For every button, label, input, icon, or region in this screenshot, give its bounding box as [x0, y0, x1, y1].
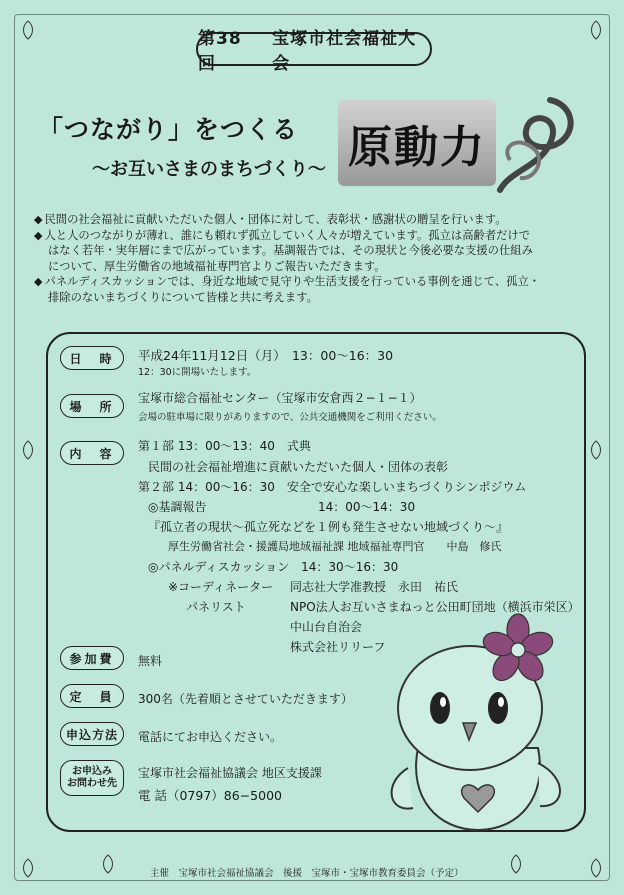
intro-text [34, 212, 594, 306]
footer-organizers: 主催 宝塚市社会福祉協議会 後援 宝塚市・宝塚市教育委員会（予定） [150, 868, 464, 879]
subtitle: ～お互いさまのまちづくり～ [92, 159, 326, 180]
capacity-label: 定 員 [60, 684, 124, 708]
intro-paragraph: ◆ パネルディスカッションでは、身近な地域で見守りや生活支援を行っている事例を通じて、孤立・ 排除のないまちづくりについて皆様と共に考えます。 [34, 275, 541, 304]
leaf-icon [508, 854, 524, 874]
fee-value: 無料 [138, 654, 163, 668]
event-header [196, 29, 432, 74]
program-line: ◎基調報告 [148, 500, 207, 514]
apply-label: 申込方法 [60, 722, 124, 746]
leaf-icon [588, 20, 604, 40]
program-line: ※コーディネーター [168, 580, 274, 594]
program-line: パネリスト [186, 600, 246, 614]
big-title: 原動力 [338, 100, 496, 186]
intro-paragraph: ◆ 民間の社会福祉に貢献いただいた個人・団体に対して、表彰状・感謝状の贈呈を行います。 [34, 213, 507, 226]
program-line: 株式会社リリーフ [290, 640, 386, 654]
content-label: 内 容 [60, 441, 124, 465]
contact-phone: 電 話（0797）86−5000 [138, 788, 282, 803]
event-name: 宝塚市社会福祉大会 [272, 29, 417, 74]
ribbon-icon [480, 90, 585, 200]
program-line: 『孤立者の現状～孤立死などを１例も発生させない地域づくり～』 [148, 520, 509, 534]
place-label: 場 所 [60, 394, 124, 418]
leaf-icon [100, 854, 116, 874]
intro-paragraph: ◆ 人と人のつながりが薄れ、誰にも頼れず孤立していく人々が増えています。孤立は高齢者だけで はなく若年・実年層にまで広がっています。基調報告では、その現状と今後必要な支援の仕組み について、厚生労働省の地域福祉専門官よりご報告いただきます。 [34, 228, 533, 273]
program-line: 14：00～14：30 [318, 500, 416, 514]
edition-number: 第38回 [198, 29, 242, 74]
program-line: 第２部 14：00～16：30 安全で安心な楽しいまちづくりシンポジウム [138, 480, 527, 494]
date-label: 日 時 [60, 346, 124, 370]
program-line: 同志社大学准教授 永田 祐氏 [290, 580, 459, 594]
contact-label: お申込み お問わせ先 [60, 760, 124, 796]
program-line: 第１部 13：00～13：40 式典 [138, 439, 311, 453]
mascot-illustration [378, 608, 578, 834]
leaf-icon [20, 858, 36, 878]
program-line: 中山台自治会 [290, 620, 363, 634]
capacity-value: 300名（先着順とさせていただきます） [138, 692, 353, 706]
leaf-icon [20, 440, 36, 460]
program-line: 厚生労働省社会・援護局地域福祉課 地域福祉専門官 中島 修氏 [168, 540, 502, 553]
program-line: NPO法人お互いさまねっと公田町団地（横浜市栄区） [290, 600, 580, 614]
main-title: 「つながり」をつくる [38, 115, 299, 144]
date-note: 12：30に開場いたします。 [138, 367, 257, 378]
leaf-icon [20, 20, 36, 40]
leaf-icon [588, 440, 604, 460]
event-date: 平成24年11月12日（月） 13：00～16：30 [138, 348, 394, 363]
leaf-icon [588, 858, 604, 878]
program-line: 民間の社会福祉増進に貢献いただいた個人・団体の表彰 [148, 460, 449, 474]
contact-org: 宝塚市社会福祉協議会 地区支援課 [138, 766, 322, 780]
fee-label: 参加費 [60, 646, 124, 670]
place-note: 会場の駐車場に限りがありますので、公共交通機関をご利用ください。 [138, 412, 442, 423]
apply-value: 電話にてお申込ください。 [138, 730, 283, 744]
program-line: ◎パネルディスカッション 14：30～16：30 [148, 560, 399, 574]
event-place: 宝塚市総合福祉センター（宝塚市安倉西２−１−１） [138, 391, 422, 405]
